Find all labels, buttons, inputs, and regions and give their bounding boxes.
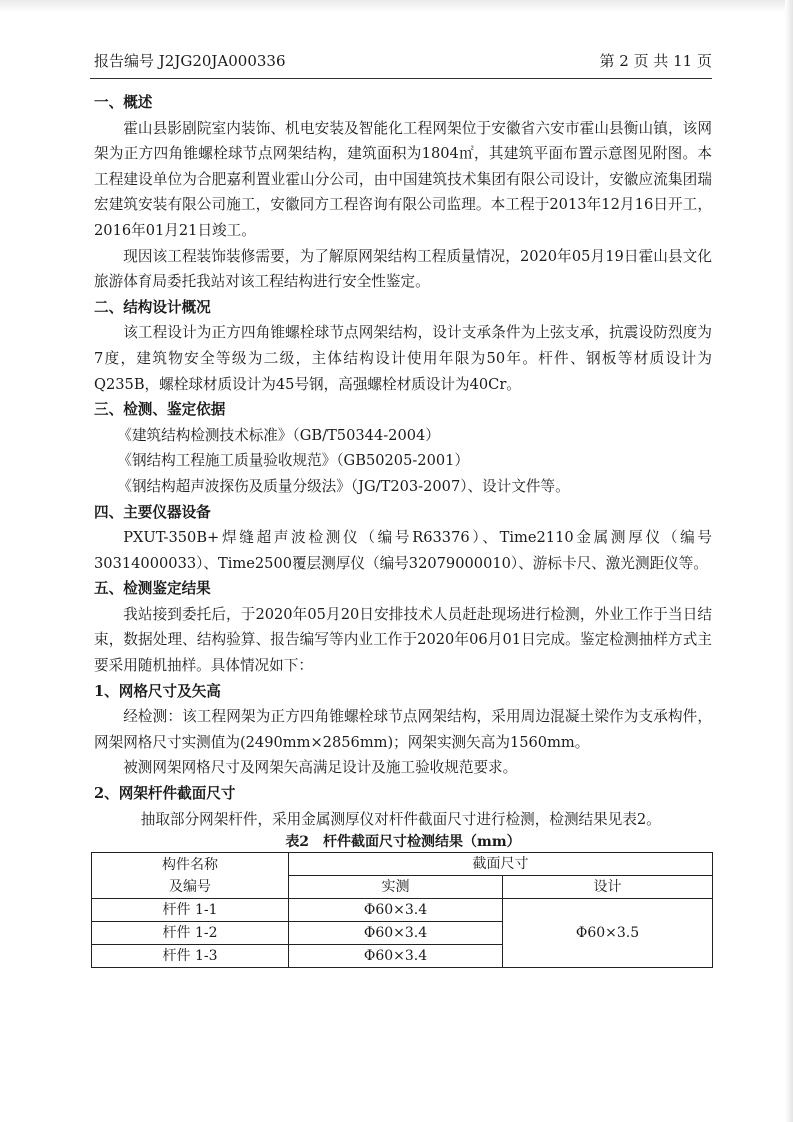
- cell-member-name: 杆件 1-3: [92, 945, 289, 968]
- page-header: [94, 50, 712, 72]
- paragraph: 该工程设计为正方四角锥螺栓球节点网架结构，设计支承条件为上弦支承，抗震设防烈度为7度，建筑物安全等级为二级，主体结构设计使用年限为50年。杆件、钢板等材质设计为Q235B，螺栓球材质设计为45号钢，高强螺栓材质设计为40Cr。: [94, 324, 712, 393]
- section-size-table: [91, 852, 713, 968]
- header-name-line2: 及编号: [169, 878, 211, 895]
- paragraph: 抽取部分网架杆件，采用金属测厚仪对杆件截面尺寸进行检测，检测结果见表2。: [140, 810, 661, 828]
- reference-item: 《建筑结构检测技术标准》（GB/T50344-2004）: [117, 426, 440, 444]
- table-header-row: [92, 853, 713, 876]
- reference-item: 《钢结构超声波探伤及质量分级法》（JG/T203-2007）、设计文件等。: [117, 477, 570, 495]
- section-heading: 一、概述: [94, 94, 153, 111]
- paragraph: 现因该工程装饰装修需要，为了解原网架结构工程质量情况，2020年05月19日霍山县文化旅游体育局委托我站对该工程结构进行安全性鉴定。: [94, 247, 712, 291]
- cell-member-name: 杆件 1-2: [92, 922, 289, 945]
- cell-measured: Φ60×3.4: [289, 945, 503, 968]
- section-heading: 四、主要仪器设备: [94, 503, 211, 521]
- page-indicator: 第 2 页 共 11 页: [599, 52, 712, 70]
- header-cell-design: 设计: [503, 876, 713, 899]
- table-caption: 表2 杆件截面尺寸检测结果（mm）: [285, 834, 521, 851]
- subsection-heading: 1、网格尺寸及矢高: [94, 682, 221, 700]
- reference-item: 《钢结构工程施工质量验收规范》（GB50205-2001）: [117, 452, 470, 470]
- section-heading: 三、检测、鉴定依据: [94, 401, 226, 419]
- scan-edge-top: [0, 0, 793, 12]
- subsection-heading: 2、网架杆件截面尺寸: [94, 785, 236, 803]
- cell-measured: Φ60×3.4: [289, 922, 503, 945]
- header-cell-name: [92, 853, 289, 899]
- cell-design: Φ60×3.5: [503, 899, 713, 968]
- paragraph: PXUT-350B+焊缝超声波检测仪（编号R63376）、Time2110金属测厚仪（编号30314000033）、Time2500覆层测厚仪（编号32079000010）、游标卡尺、激光测距仪等。: [94, 529, 712, 572]
- paragraph: 霍山县影剧院室内装饰、机电安装及智能化工程网架位于安徽省六安市霍山县衡山镇，该网架为正方四角锥螺栓球节点网架结构，建筑面积为1804㎡，其建筑平面布置示意图见附图。本工程建设单位为合肥嘉利置业霍山分公司，由中国建筑技术集团有限公司设计，安徽应流集团瑞宏建筑安装有限公司施工，安徽同方工程咨询有限公司监理。本工程于2013年12月16日开工，2016年01月21日竣工。: [94, 119, 712, 239]
- cell-member-name: 杆件 1-1: [92, 899, 289, 922]
- header-name-line1: 构件名称: [162, 856, 218, 873]
- header-cell-section: 截面尺寸: [289, 853, 713, 876]
- section-heading: 二、结构设计概况: [94, 298, 211, 316]
- cell-measured: Φ60×3.4: [289, 899, 503, 922]
- paragraph: 经检测：该工程网架为正方四角锥螺栓球节点网架结构，采用周边混凝土梁作为支承构件，网架网格尺寸实测值为(2490mm×2856mm)；网架实测矢高为1560mm。: [94, 708, 712, 751]
- section-heading: 五、检测鉴定结果: [94, 580, 211, 598]
- header-divider: [90, 78, 712, 79]
- scan-edge-right: [785, 0, 793, 1122]
- paragraph: 被测网架网格尺寸及网架矢高满足设计及施工验收规范要求。: [123, 759, 518, 777]
- report-number: 报告编号 J2JG20JA000336: [94, 52, 286, 70]
- document-body: [94, 90, 712, 968]
- header-cell-measured: 实测: [289, 876, 503, 899]
- paragraph: 我站接到委托后，于2020年05月20日安排技术人员赶赴现场进行检测，外业工作于当日结束，数据处理、结构验算、报告编写等内业工作于2020年06月01日完成。鉴定检测抽样方式主要采用随机抽样。具体情况如下：: [94, 605, 712, 675]
- table-row: [92, 899, 713, 922]
